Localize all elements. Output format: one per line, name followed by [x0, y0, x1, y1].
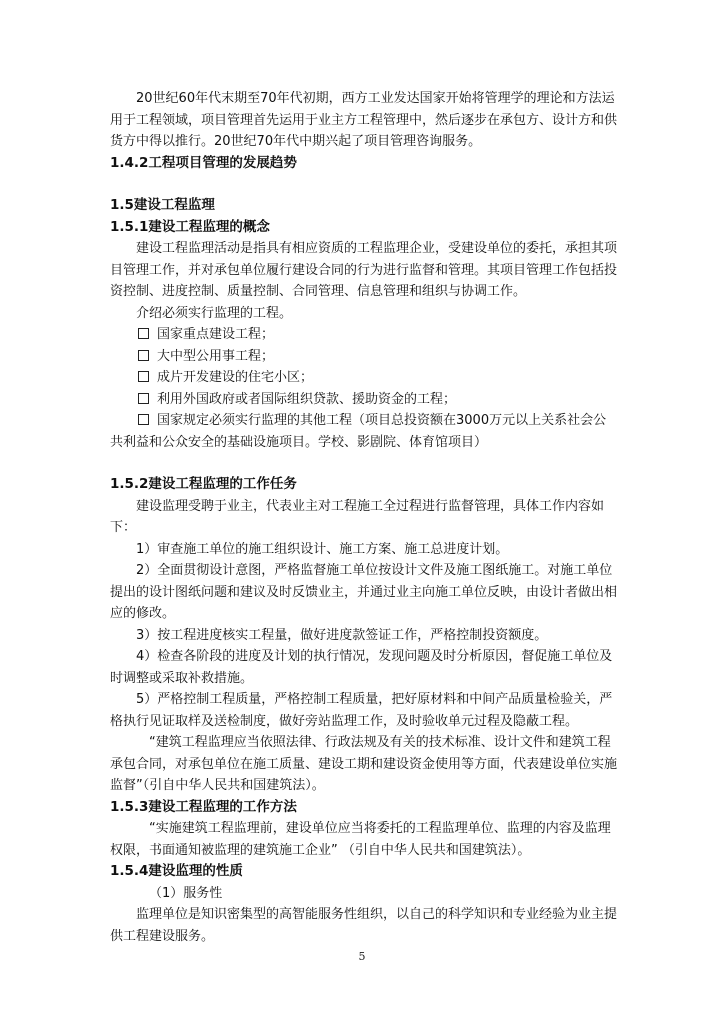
spacer	[110, 174, 618, 195]
intro-paragraph: 20世纪60年代末期至70年代初期，西方工业发达国家开始将管理学的理论和方法运用于工程领域，项目管理首先运用于业主方工程管理中，然后逐步在承包方、设计方和供货方中得以推行。20世纪70年代中期兴起了项目管理咨询服务。	[110, 91, 618, 149]
checkbox-icon	[138, 350, 149, 361]
list-item: 国家重点建设工程；	[110, 324, 618, 346]
document-page	[110, 88, 618, 947]
task-item: 1）审查施工单位的施工组织设计、施工方案、施工总进度计划。	[136, 541, 509, 557]
list-item: 成片开发建设的住宅小区；	[110, 367, 618, 389]
heading-1-5: 1.5建设工程监理	[110, 197, 215, 213]
task-item: 3）按工程进度核实工程量，做好进度款签证工作，严格控制投资额度。	[136, 627, 548, 643]
task-item: 5）严格控制工程质量，严格控制工程质量，把好原材料和中间产品质量检验关，严格执行见证取样及送检制度，做好旁站监理工作，及时验收单元过程及隐蔽工程。	[110, 692, 613, 729]
list-item: 大中型公用事工程；	[110, 346, 618, 368]
heading-1-5-1: 1.5.1建设工程监理的概念	[110, 218, 270, 235]
page-number: 5	[358, 950, 366, 963]
checkbox-icon	[138, 371, 149, 382]
heading-1-4-2: 1.4.2工程项目管理的发展趋势	[110, 154, 297, 171]
method-quote: “实施建筑工程监理前，建设单位应当将委托的工程监理单位、监理的内容及监理权限，书面通知被监理的建筑施工企业” （引自中华人民共和国建筑法）。	[110, 821, 611, 858]
task-item: 2）全面贯彻设计意图，严格监督施工单位按设计文件及施工图纸施工。对施工单位提出的设计图纸问题和建议及时反馈业主，并通过业主向施工单位反映，由设计者做出相应的修改。	[110, 563, 618, 621]
checkbox-icon	[138, 328, 149, 339]
heading-1-5-4: 1.5.4建设监理的性质	[110, 863, 243, 879]
subheading-service: （1）服务性	[149, 885, 223, 901]
list-item: 利用外国政府或者国际组织贷款、援助资金的工程；	[110, 389, 618, 411]
required-intro: 介绍必须实行监理的工程。	[136, 305, 293, 321]
service-paragraph: 监理单位是知识密集型的高智能服务性组织，以自己的科学知识和专业经验为业主提供工程建设服务。	[110, 907, 618, 944]
checkbox-icon	[138, 393, 149, 404]
task-item: 4）检查各阶段的进度及计划的执行情况，发现问题及时分析原因，督促施工单位及时调整或采取补救措施。	[110, 649, 613, 686]
heading-1-5-3: 1.5.3建设工程监理的工作方法	[110, 798, 297, 815]
concept-paragraph: 建设工程监理活动是指具有相应资质的工程监理企业，受建设单位的委托，承担其项目管理工作，并对承包单位履行建设合同的行为进行监督和管理。其项目管理工作包括投资控制、进度控制、质量控制、合同管理、信息管理和组织与协调工作。	[110, 241, 618, 299]
tasks-intro: 建设监理受聘于业主，代表业主对工程施工全过程进行监督管理，具体工作内容如下：	[110, 498, 605, 535]
required-list	[110, 324, 618, 453]
checkbox-icon	[138, 414, 149, 425]
spacer	[110, 453, 618, 474]
heading-1-5-2: 1.5.2建设工程监理的工作任务	[110, 476, 297, 492]
law-quote: “建筑工程监理应当依照法律、行政法规及有关的技术标准、设计文件和建筑工程承包合同，对承包单位在施工质量、建设工期和建设资金使用等方面，代表建设单位实施监督”（引自中华人民共和国建筑法）。	[110, 735, 618, 793]
list-item: 国家规定必须实行监理的其他工程（项目总投资额在3000万元以上关系社会公共利益和公众安全的基础设施项目。学校、影剧院、体育馆项目）	[110, 413, 607, 450]
